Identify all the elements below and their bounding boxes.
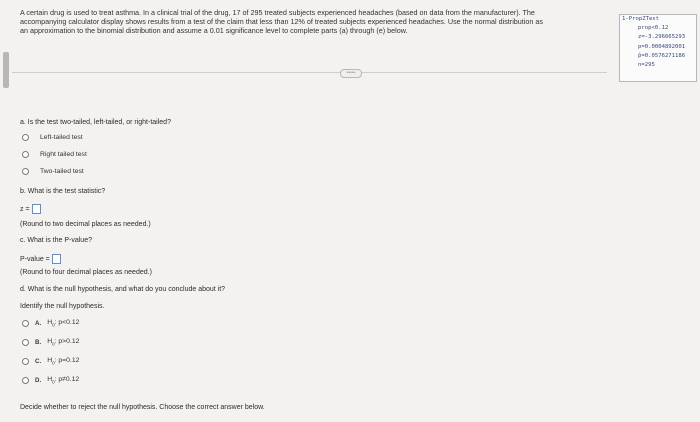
part-b-note: (Round to two decimal places as needed.): [20, 221, 151, 228]
hypothesis-statement: [47, 376, 79, 384]
part-b-question: b. What is the test statistic?: [20, 188, 106, 195]
option-two-tailed[interactable]: [22, 166, 84, 176]
null-hypothesis-option-b[interactable]: [22, 337, 79, 347]
radio-button[interactable]: [22, 168, 29, 175]
option-letter: D.: [35, 376, 42, 384]
option-letter: A.: [35, 319, 42, 327]
hypothesis-statement: [47, 338, 79, 346]
part-a-question: a. Is the test two-tailed, left-tailed, or right-tailed?: [20, 119, 171, 126]
hypothesis-text: : p>0.12: [54, 337, 80, 345]
radio-button[interactable]: [22, 320, 29, 327]
option-label: Right tailed test: [40, 150, 87, 158]
calc-line-1: 1-PropZTest: [622, 16, 660, 22]
test-statistic-input[interactable]: [32, 204, 41, 214]
h-subscript: 0: [52, 341, 55, 347]
section-divider: [12, 72, 607, 73]
radio-button[interactable]: [22, 377, 29, 384]
option-label: Two-tailed test: [40, 167, 84, 175]
calc-line-4: p=0.0004892001: [638, 43, 686, 50]
null-hypothesis-option-a[interactable]: [22, 318, 79, 328]
hypothesis-text: : p≠0.12: [54, 375, 80, 383]
radio-button[interactable]: [22, 358, 29, 365]
p-value-label: P-value =: [20, 255, 50, 263]
part-c-question: c. What is the P-value?: [20, 237, 92, 244]
option-right-tailed[interactable]: [22, 149, 87, 159]
radio-button[interactable]: [22, 151, 29, 158]
hypothesis-statement: [47, 319, 79, 327]
intro-line-1: A certain drug is used to treat asthma. In a clinical trial of the drug, 17 of 295 treated subjects experienced headaches (based on data from the manufacturer). The: [20, 8, 535, 17]
expand-handle[interactable]: •••••: [340, 69, 362, 78]
test-statistic-row: [20, 204, 41, 214]
part-c-note: (Round to four decimal places as needed.): [20, 269, 152, 276]
hypothesis-statement: [47, 357, 79, 365]
h-subscript: 0: [52, 379, 55, 385]
intro-line-2: accompanying calculator display shows results from a test of the claim that less than 12% of treated subjects experienced headaches. Use the normal distribution as: [20, 17, 543, 27]
calc-line-2: prop<0.12: [638, 25, 669, 32]
null-hypothesis-option-c[interactable]: [22, 356, 79, 366]
p-value-row: [20, 254, 61, 264]
option-letter: C.: [35, 357, 42, 365]
panel-resize-handle[interactable]: [3, 52, 9, 88]
calc-line-3: z=-3.296665293: [638, 34, 686, 41]
h-symbol: H: [47, 337, 53, 345]
hypothesis-text: : p<0.12: [54, 318, 80, 326]
option-left-tailed[interactable]: [22, 132, 83, 142]
h-symbol: H: [47, 356, 53, 364]
option-letter: B.: [35, 338, 42, 346]
calculator-display: [619, 14, 697, 82]
option-label: Left-tailed test: [40, 133, 83, 141]
intro-line-3: an approximation to the binomial distribution and assume a 0.01 significance level to complete parts (a) through (e) below.: [20, 26, 408, 36]
radio-button[interactable]: [22, 134, 29, 141]
null-hypothesis-option-d[interactable]: [22, 375, 79, 385]
p-value-input[interactable]: [52, 254, 61, 264]
h-symbol: H: [47, 318, 53, 326]
identify-null-label: Identify the null hypothesis.: [20, 303, 105, 310]
part-d-question: d. What is the null hypothesis, and what do you conclude about it?: [20, 286, 226, 293]
h-subscript: 0: [52, 360, 55, 366]
h-subscript: 0: [52, 322, 55, 328]
h-symbol: H: [47, 375, 53, 383]
decide-instruction: Decide whether to reject the null hypothesis. Choose the correct answer below.: [20, 404, 265, 411]
hypothesis-text: : p=0.12: [54, 356, 80, 364]
calc-line-6: n=295: [638, 62, 655, 69]
calc-line-5: p̂=0.0576271186: [638, 52, 686, 59]
radio-button[interactable]: [22, 339, 29, 346]
z-label: z =: [20, 205, 30, 213]
problem-statement: [20, 8, 610, 36]
